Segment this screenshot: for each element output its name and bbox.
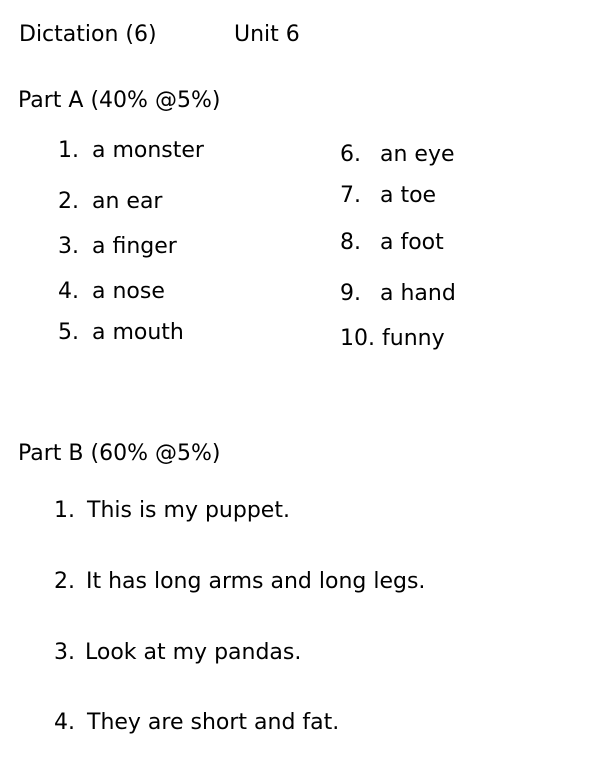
item-text: a hand: [380, 281, 456, 306]
item-number: 2.: [54, 569, 75, 594]
part-a-heading: Part A (40% @5%): [18, 88, 221, 113]
item-text: an eye: [380, 142, 455, 167]
item-text: funny: [382, 326, 445, 351]
item-number: 4.: [54, 710, 75, 735]
item-text: a monster: [92, 138, 204, 163]
item-text: a nose: [92, 279, 165, 304]
item-number: 5.: [58, 320, 79, 345]
item-text: It has long arms and long legs.: [86, 569, 426, 594]
item-number: 2.: [58, 189, 79, 214]
item-number: 8.: [340, 230, 361, 255]
item-number: 1.: [58, 138, 79, 163]
item-number: 1.: [54, 498, 75, 523]
item-text: This is my puppet.: [87, 498, 290, 523]
unit-label: Unit 6: [234, 22, 300, 47]
item-number: 6.: [340, 142, 361, 167]
item-text: a mouth: [92, 320, 184, 345]
item-text: a finger: [92, 234, 177, 259]
page-title: Dictation (6): [19, 22, 157, 47]
item-number: 10.: [340, 326, 375, 351]
item-number: 3.: [54, 640, 75, 665]
part-b-heading: Part B (60% @5%): [18, 441, 221, 466]
item-number: 3.: [58, 234, 79, 259]
item-text: a foot: [380, 230, 444, 255]
item-number: 7.: [340, 183, 361, 208]
item-text: Look at my pandas.: [85, 640, 302, 665]
item-number: 4.: [58, 279, 79, 304]
item-text: a toe: [380, 183, 437, 208]
item-text: an ear: [92, 189, 163, 214]
item-text: They are short and fat.: [87, 710, 340, 735]
item-number: 9.: [340, 281, 361, 306]
